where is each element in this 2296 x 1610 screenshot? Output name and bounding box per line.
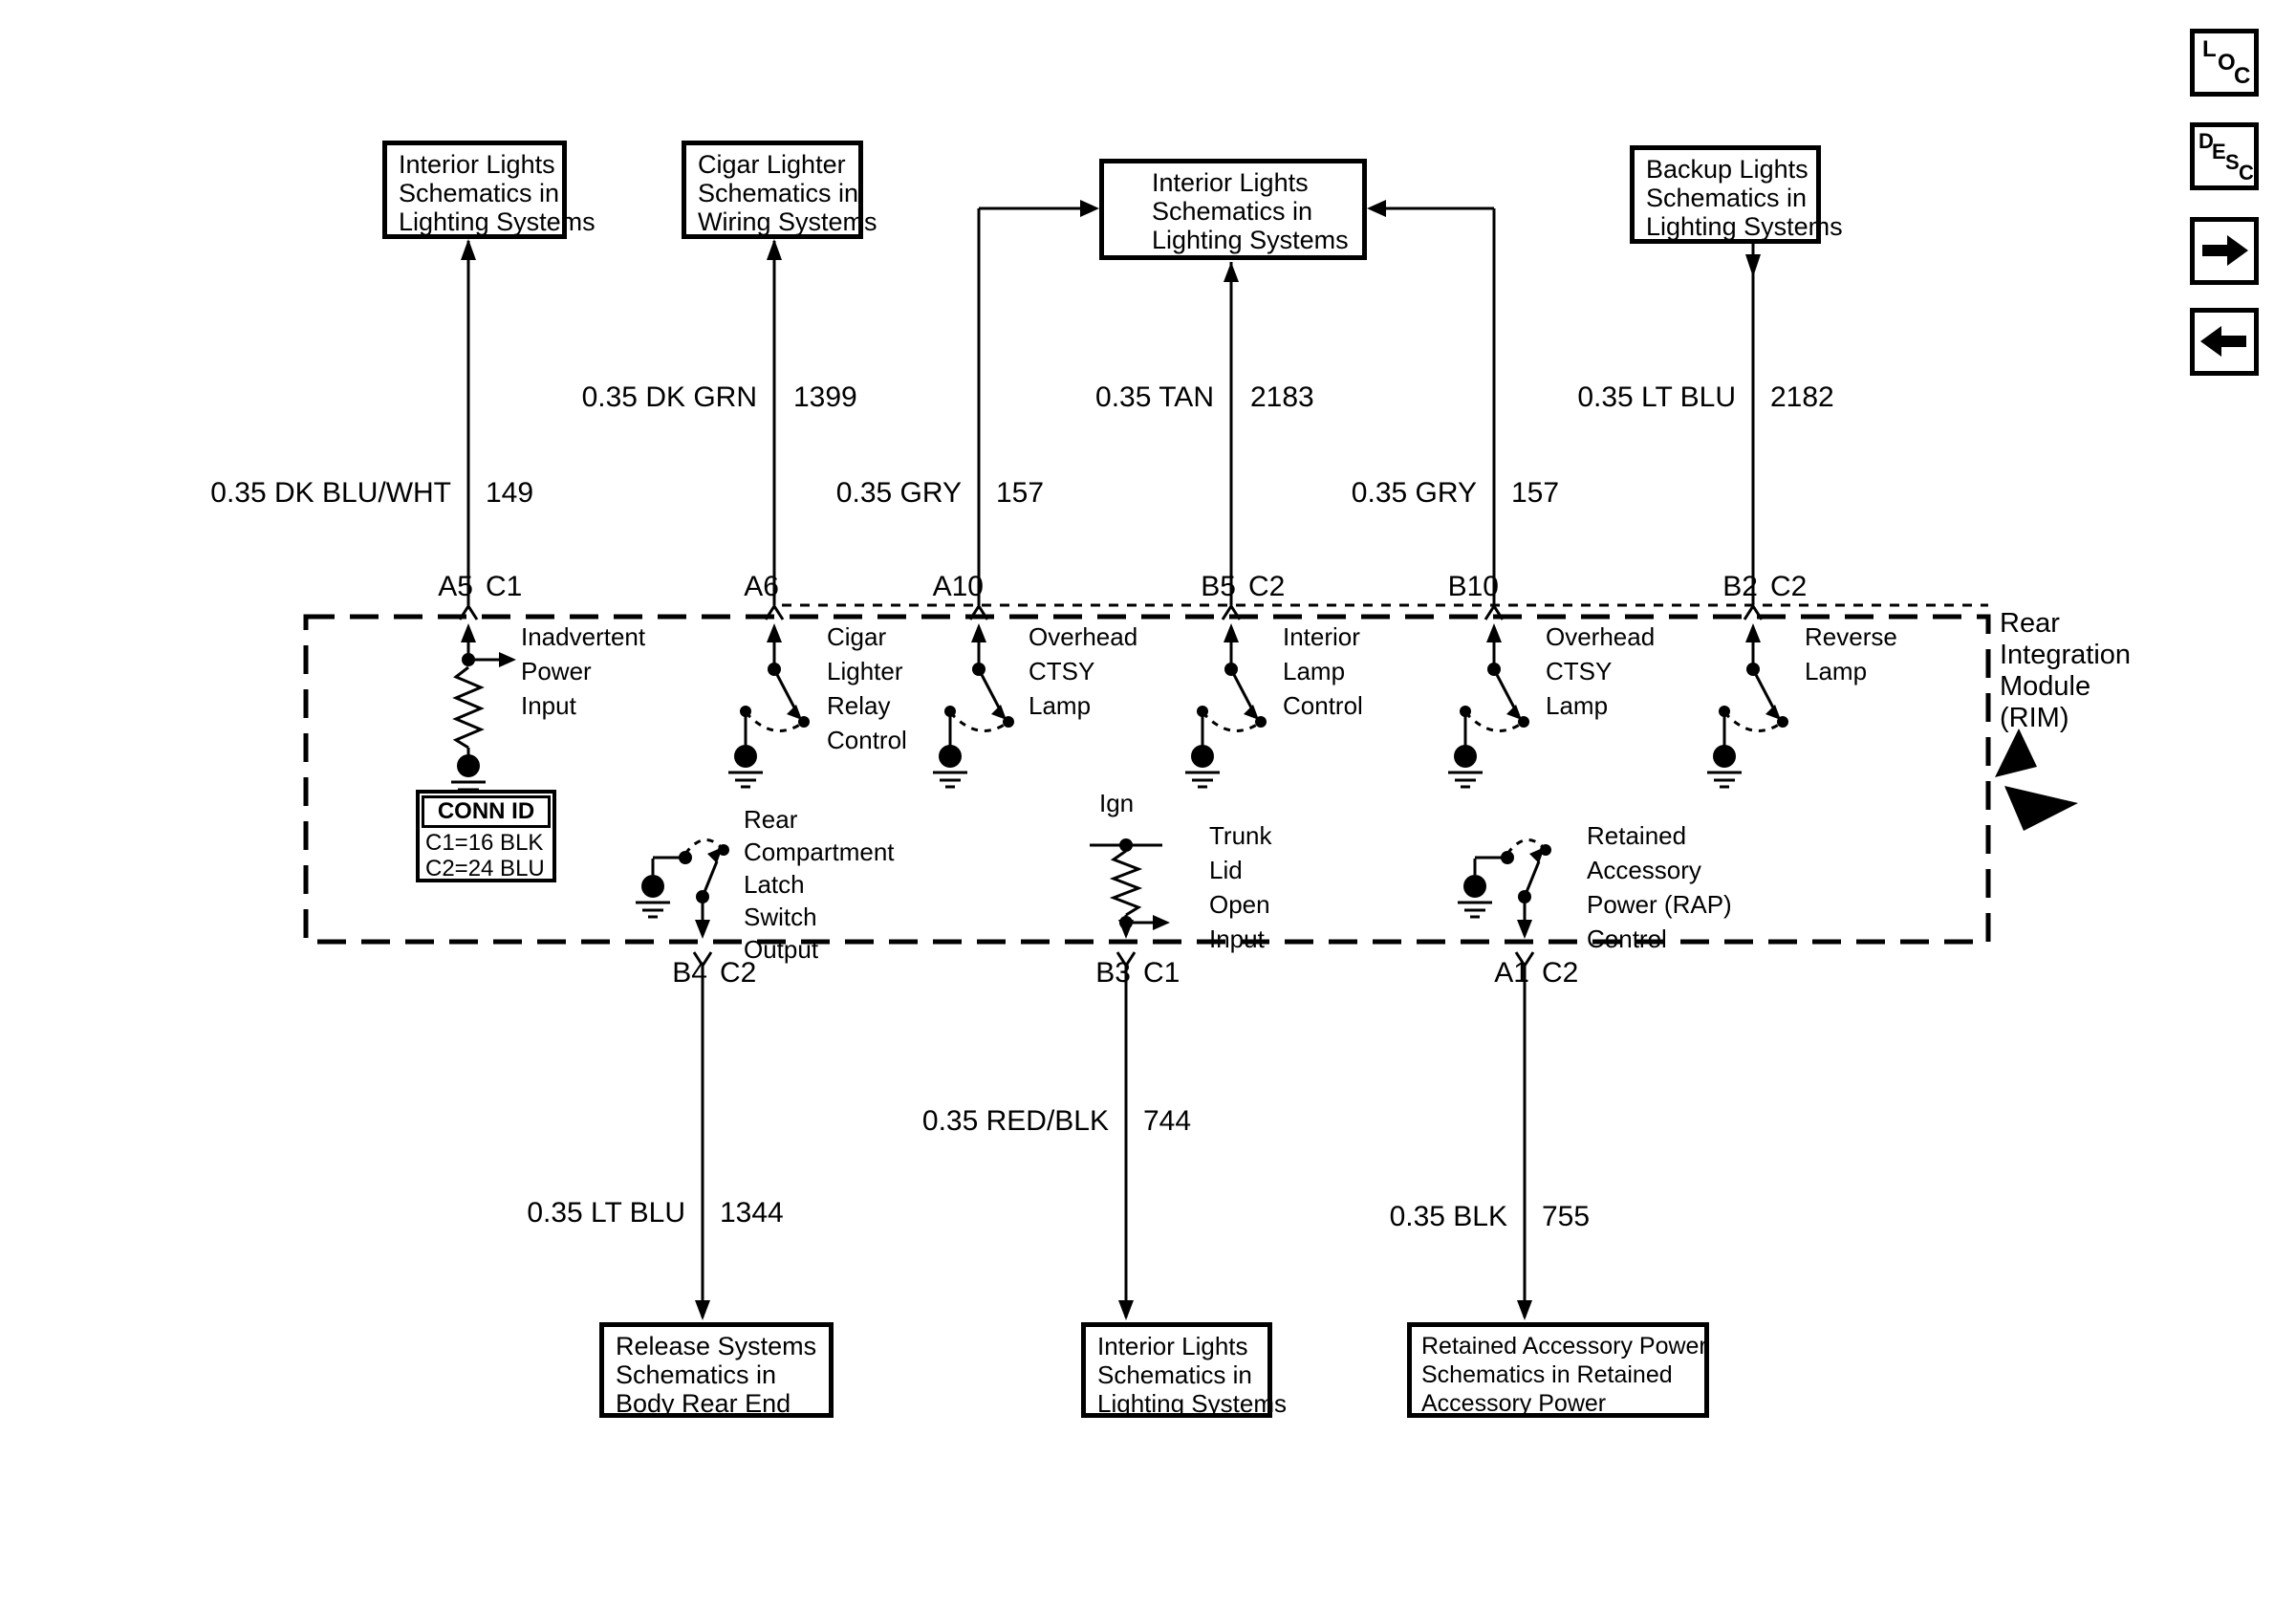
conn-a1: C2	[1542, 957, 1579, 989]
label-cigar-lighter-relay-control: Cigar Lighter Relay Control	[827, 622, 907, 754]
esd-warning-icon	[1995, 729, 2078, 831]
ref-line: Lighting Systems	[399, 207, 596, 236]
loc-letter: O	[2218, 50, 2236, 76]
loc-button[interactable]	[2190, 29, 2259, 97]
driver-switch-icon	[1185, 623, 1267, 787]
desc-button[interactable]	[2190, 122, 2259, 190]
wire-spec-a5: 0.35 DK BLU/WHT	[210, 477, 451, 509]
conn-id-row-c1: C1=16 BLK	[425, 830, 544, 856]
ref-line: Retained Accessory Power	[1421, 1333, 1707, 1360]
conn-b5: C2	[1248, 571, 1286, 602]
desc-letter: C	[2239, 161, 2254, 185]
conn-id-legend	[416, 790, 556, 882]
ref-line: Accessory Power	[1421, 1390, 1607, 1417]
conn-b4: C2	[720, 957, 757, 989]
label-trunk-lid-open-input: Trunk Lid Open Input	[1209, 821, 1272, 953]
conn-id-row-c2: C2=24 BLU	[425, 856, 545, 881]
wire-spec-b3: 0.35 RED/BLK	[921, 1105, 1109, 1137]
ref-line: Schematics in	[1646, 184, 1808, 212]
ref-line: Release Systems	[616, 1332, 817, 1360]
desc-letter: S	[2225, 150, 2240, 174]
back-arrow-icon	[2195, 313, 2254, 371]
ref-interior-lights-top-left[interactable]	[382, 141, 596, 239]
wire-a1	[1517, 994, 1532, 1320]
wire-a5	[461, 239, 476, 605]
ref-line: Schematics in	[616, 1360, 777, 1389]
label-inadvertent-power-input: Inadvertent Power Input	[521, 622, 646, 720]
circuit-number-b3: 744	[1143, 1105, 1192, 1137]
ref-interior-lights-bottom[interactable]	[1081, 1322, 1287, 1418]
wire-spec-a6: 0.35 DK GRN	[581, 381, 757, 413]
label-rear-compartment-latch-switch-output: Rear Compartment Latch Switch Output	[744, 805, 895, 964]
circuit-number-b4: 1344	[720, 1197, 784, 1229]
wire-b3	[1118, 994, 1134, 1320]
pin-b3: B3	[1095, 957, 1131, 989]
ref-line: Lighting Systems	[1646, 212, 1843, 241]
driver-switch-icon	[1707, 623, 1788, 787]
forward-arrow-icon	[2195, 222, 2254, 280]
ref-line: Cigar Lighter	[698, 150, 846, 179]
ref-backup-lights[interactable]	[1630, 145, 1843, 244]
conn-id-title: CONN ID	[422, 795, 551, 828]
ref-line: Interior Lights	[1097, 1332, 1248, 1360]
back-button[interactable]	[2190, 308, 2259, 376]
ref-retained-accessory-power[interactable]	[1407, 1322, 1709, 1418]
conn-b2: C2	[1770, 571, 1808, 602]
ref-line: Schematics in Retained	[1421, 1361, 1673, 1388]
latch-switch-output-icon	[636, 839, 729, 939]
ref-line: Schematics in	[399, 179, 560, 207]
ref-line: Interior Lights	[1152, 168, 1309, 197]
label-interior-lamp-control: Interior Lamp Control	[1283, 622, 1363, 720]
label-ign-tap: Ign	[1099, 789, 1135, 817]
ref-line: Backup Lights	[1646, 155, 1809, 184]
ref-line: Body Rear End	[616, 1389, 791, 1418]
wire-b2	[1745, 244, 1761, 605]
driver-switch-icon	[933, 623, 1014, 787]
pin-b5: B5	[1201, 571, 1236, 602]
ref-line: Schematics in	[1097, 1360, 1252, 1389]
driver-switch-icon	[728, 623, 810, 787]
label-reverse-lamp: Reverse Lamp	[1805, 622, 1897, 685]
circuit-number-a10: 157	[996, 477, 1045, 509]
circuit-number-b5: 2183	[1250, 381, 1314, 413]
rap-control-switch-icon	[1458, 839, 1551, 939]
circuit-number-b10: 157	[1511, 477, 1560, 509]
wire-spec-b10: 0.35 GRY	[1351, 477, 1477, 509]
forward-button[interactable]	[2190, 217, 2259, 285]
inadvertent-power-resistor-icon	[451, 623, 516, 796]
loc-letter: C	[2234, 63, 2251, 89]
conn-a5: C1	[486, 571, 523, 602]
trunk-lid-input-resistor-icon	[1090, 838, 1170, 939]
pin-b2: B2	[1722, 571, 1758, 602]
label-overhead-ctsy-lamp-b10: Overhead CTSY Lamp	[1546, 622, 1656, 720]
pin-a5: A5	[438, 571, 473, 602]
wire-b5	[1224, 262, 1239, 605]
ref-line: Wiring Systems	[698, 207, 877, 236]
circuit-number-b2: 2182	[1770, 381, 1834, 413]
pin-a1: A1	[1494, 957, 1529, 989]
wire-a6	[767, 239, 782, 605]
label-retained-accessory-power-control: Retained Accessory Power (RAP) Control	[1587, 821, 1732, 953]
ref-line: Schematics in	[1152, 197, 1313, 226]
circuit-number-a6: 1399	[793, 381, 857, 413]
ref-interior-lights-top-center[interactable]	[1099, 159, 1367, 260]
driver-switch-icon	[1448, 623, 1529, 787]
wire-spec-a10: 0.35 GRY	[835, 477, 962, 509]
label-overhead-ctsy-lamp-a10: Overhead CTSY Lamp	[1029, 622, 1138, 720]
pin-a10: A10	[932, 571, 984, 602]
pin-b4: B4	[672, 957, 707, 989]
ref-line: Schematics in	[698, 179, 859, 207]
ref-line: Lighting Systems	[1152, 226, 1349, 254]
wire-spec-a1: 0.35 BLK	[1389, 1201, 1507, 1232]
wire-spec-b5: 0.35 TAN	[1095, 381, 1214, 413]
ref-release-systems[interactable]	[599, 1322, 834, 1418]
module-name: Rear Integration Module (RIM)	[2000, 608, 2132, 733]
wire-spec-b2: 0.35 LT BLU	[1577, 381, 1736, 413]
pin-b10: B10	[1447, 571, 1499, 602]
conn-b3: C1	[1143, 957, 1180, 989]
circuit-number-a5: 149	[486, 477, 534, 509]
ref-line: Lighting Systems	[1097, 1389, 1287, 1418]
wire-b4	[695, 994, 710, 1320]
loc-letter: L	[2202, 36, 2217, 62]
circuit-number-a1: 755	[1542, 1201, 1591, 1232]
desc-letter: D	[2199, 129, 2214, 153]
desc-letter: E	[2212, 140, 2226, 163]
ref-cigar-lighter[interactable]	[682, 141, 877, 239]
wire-spec-b4: 0.35 LT BLU	[527, 1197, 685, 1229]
pin-a6: A6	[744, 571, 779, 602]
ref-line: Interior Lights	[399, 150, 555, 179]
